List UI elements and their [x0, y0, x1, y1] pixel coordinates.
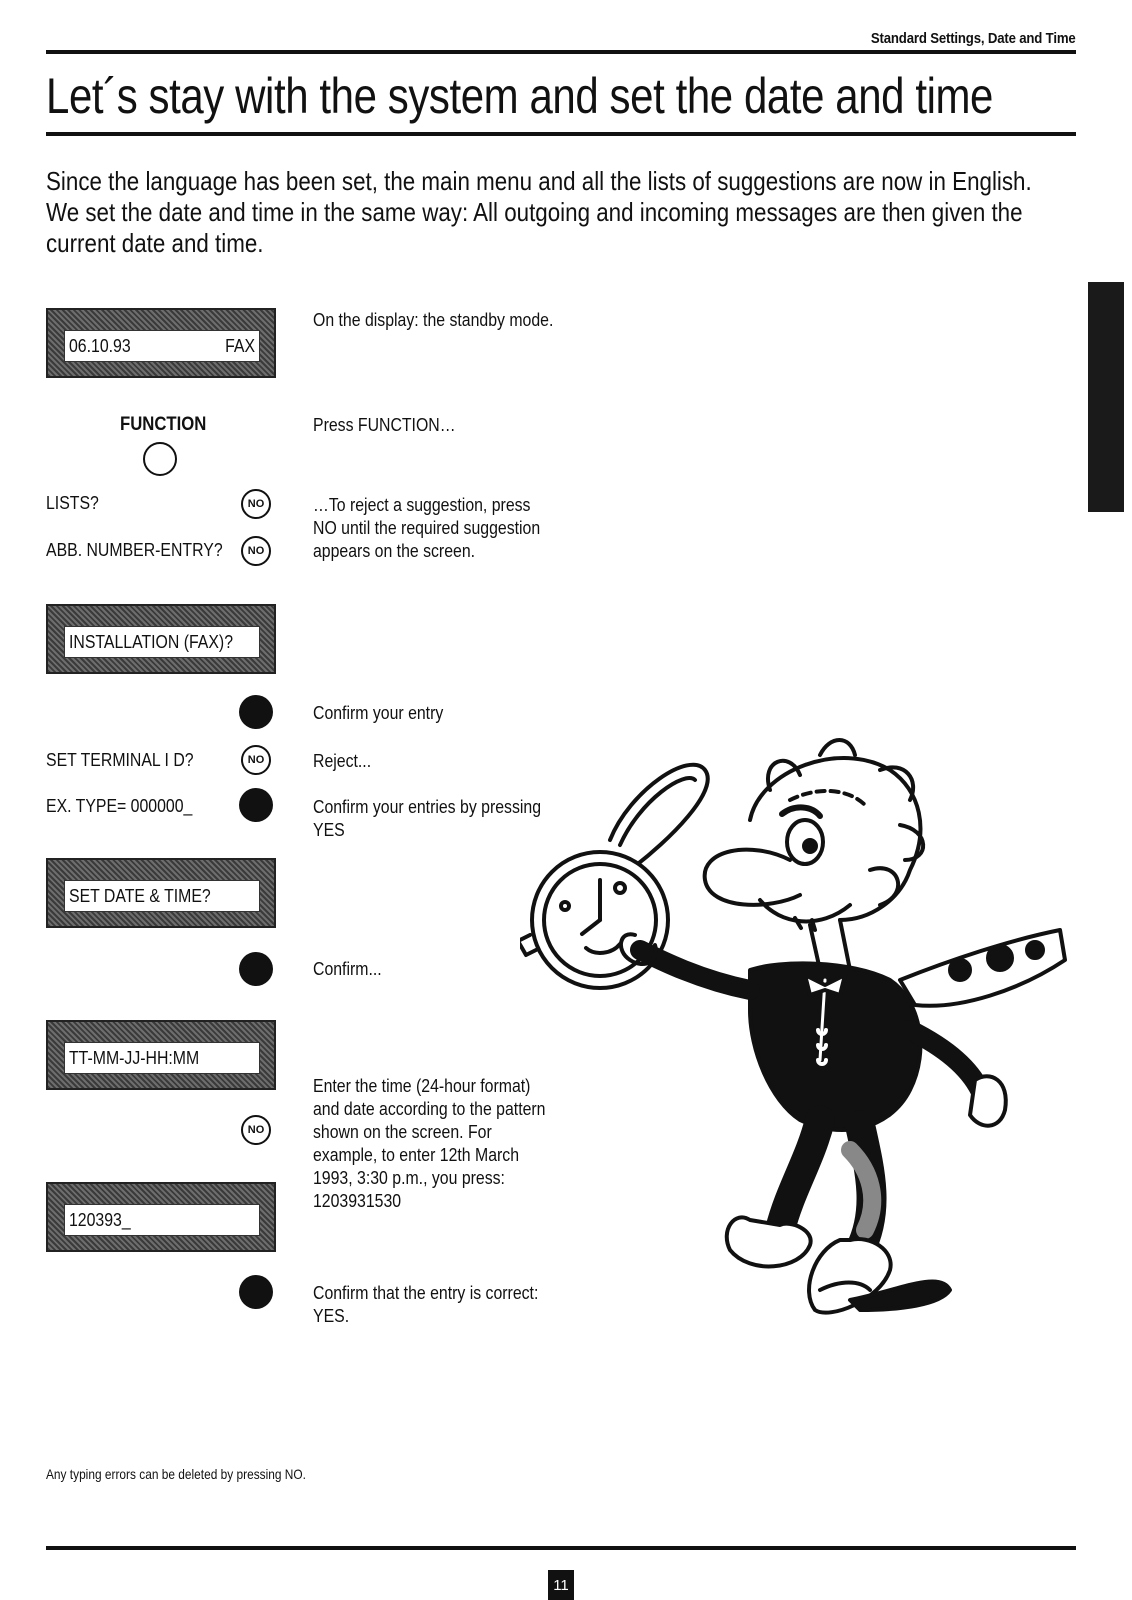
function-key-label: FUNCTION: [120, 414, 207, 435]
lcd-screen: [64, 880, 260, 912]
page-number: 11: [548, 1570, 574, 1600]
desc-standby: On the display: the standby mode.: [313, 310, 554, 330]
lcd-date: 06.10.93: [69, 335, 131, 356]
lcd-display-pattern: [46, 1020, 276, 1090]
lcd-screen: [64, 330, 260, 362]
lcd-mode: FAX: [225, 335, 255, 356]
menu-abb-number-entry: ABB. NUMBER-ENTRY?: [46, 540, 223, 560]
title-rule: [46, 132, 1076, 136]
no-key-icon[interactable]: NO: [241, 745, 271, 775]
yes-key-icon[interactable]: [239, 788, 273, 822]
yes-key-icon[interactable]: [239, 695, 273, 729]
section-header: Standard Settings, Date and Time: [871, 30, 1076, 47]
lcd-text: TT-MM-JJ-HH:MM: [69, 1047, 200, 1068]
desc-confirm-entries-yes: Confirm your entries by pressing YES: [313, 797, 542, 840]
function-key-icon[interactable]: [143, 442, 177, 476]
no-key-icon[interactable]: NO: [241, 489, 271, 519]
no-key-icon[interactable]: NO: [241, 1115, 271, 1145]
lcd-screen: [64, 1204, 260, 1236]
lcd-screen: [64, 1042, 260, 1074]
desc-confirm-entry: Confirm your entry: [313, 703, 444, 723]
no-key-icon[interactable]: NO: [241, 536, 271, 566]
lcd-display-installation: [46, 604, 276, 674]
yes-key-icon[interactable]: [239, 952, 273, 986]
chapter-tab-marker: [1088, 282, 1124, 512]
lcd-text: 120393_: [69, 1209, 131, 1230]
intro-paragraph: Since the language has been set, the main menu and all the lists of suggestions are now in English. We set the date and time in the same way: All outgoing and incoming messages are then given the current date and time.: [46, 166, 1032, 258]
lcd-text: INSTALLATION (FAX)?: [69, 631, 234, 652]
desc-enter-time: Enter the time (24-hour format) and date according to the pattern shown on the screen. For example, to enter 12th March 1993, 3:30 p.m., you press: 1203931530: [313, 1076, 546, 1211]
menu-set-terminal-id: SET TERMINAL I D?: [46, 750, 194, 770]
lcd-display-set-date-time: [46, 858, 276, 928]
lcd-display-standby: [46, 308, 276, 378]
lcd-text: SET DATE & TIME?: [69, 885, 211, 906]
lcd-screen: [64, 626, 260, 658]
desc-confirm-correct: Confirm that the entry is correct: YES.: [313, 1283, 539, 1326]
desc-confirm: Confirm...: [313, 959, 382, 979]
lcd-display-entry: [46, 1182, 276, 1252]
desc-reject-suggestion: …To reject a suggestion, press NO until the required suggestion appears on the screen.: [313, 495, 541, 561]
menu-ex-type: EX. TYPE= 000000_: [46, 796, 193, 816]
yes-key-icon[interactable]: [239, 1275, 273, 1309]
footnote: Any typing errors can be deleted by pressing NO.: [46, 1466, 306, 1482]
mascot-stopwatch-icon: [520, 730, 1100, 1350]
desc-press-function: Press FUNCTION…: [313, 415, 456, 435]
menu-lists: LISTS?: [46, 493, 99, 513]
page-title: Let´s stay with the system and set the date and time: [46, 68, 993, 124]
desc-reject: Reject...: [313, 751, 372, 771]
bottom-rule: [46, 1546, 1076, 1550]
top-rule: [46, 50, 1076, 54]
